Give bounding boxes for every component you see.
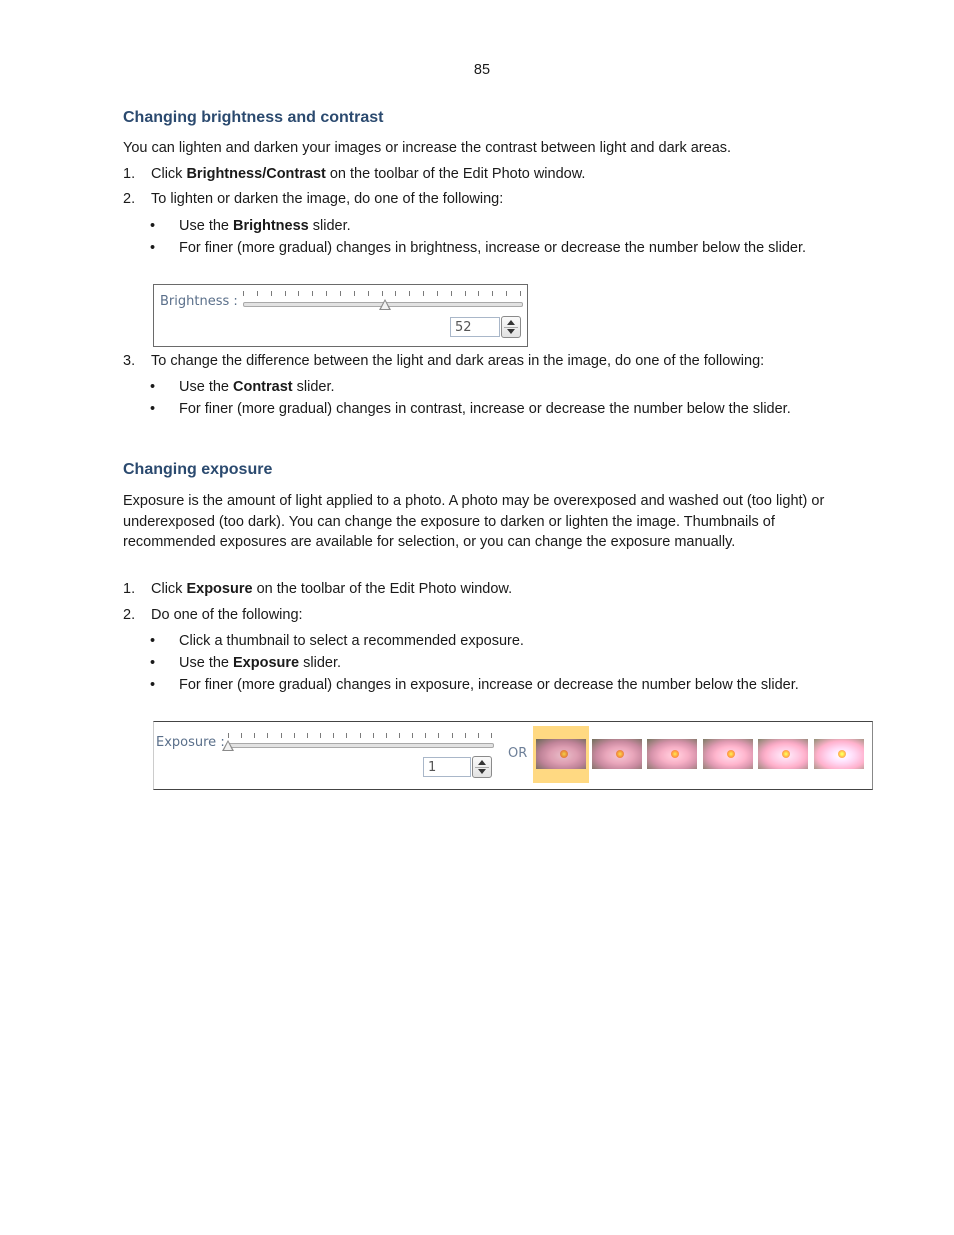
bullet-icon: • xyxy=(150,655,156,671)
list-item: • For finer (more gradual) changes in contrast, increase or decrease the number below the slider. xyxy=(150,399,810,420)
section-heading-exposure: Changing exposure xyxy=(123,461,273,478)
step-text: To lighten or darken the image, do one of the following: xyxy=(151,191,504,207)
spin-up-icon[interactable] xyxy=(507,320,515,325)
slider-tick xyxy=(228,733,229,738)
slider-tick xyxy=(294,733,295,738)
slider-tick xyxy=(438,733,439,738)
exposure-thumbnail[interactable] xyxy=(647,739,697,769)
list-item: • For finer (more gradual) changes in brightness, increase or decrease the number below the slider. xyxy=(150,238,820,259)
exposure-value-input[interactable]: 1 xyxy=(423,757,471,777)
slider-tick xyxy=(298,291,299,296)
brightness-spinner[interactable] xyxy=(501,316,521,338)
bullet-icon: • xyxy=(150,633,156,649)
slider-tick xyxy=(312,291,313,296)
exposure-intro: Exposure is the amount of light applied to a photo. A photo may be overexposed and washed out (too light) or underexposed (too dark). You can change the exposure to darken or lighten the image. Thumbnails of recommended exposures are available for selection, or you can change the exposure manually. xyxy=(123,493,825,550)
slider-tick xyxy=(271,291,272,296)
slider-tick xyxy=(320,733,321,738)
slider-tick xyxy=(395,291,396,296)
step-number: 3. xyxy=(123,353,136,369)
slider-tick xyxy=(243,291,244,296)
slider-tick xyxy=(465,733,466,738)
step-number: 2. xyxy=(123,191,136,207)
slider-tick xyxy=(373,733,374,738)
slider-ticks xyxy=(243,291,521,297)
slider-tick xyxy=(425,733,426,738)
slider-tick xyxy=(382,291,383,296)
slider-tick xyxy=(340,291,341,296)
brightness-slider-thumb[interactable] xyxy=(379,299,391,310)
slider-tick xyxy=(465,291,466,296)
exposure-widget xyxy=(153,721,873,790)
step-number: 1. xyxy=(123,581,136,597)
slider-tick xyxy=(491,733,492,738)
slider-tick xyxy=(478,733,479,738)
slider-tick xyxy=(354,291,355,296)
brightness-label: Brightness : xyxy=(160,294,238,309)
brightness-widget xyxy=(153,284,528,347)
list-item: • For finer (more gradual) changes in exposure, increase or decrease the number below the slider. xyxy=(150,675,815,696)
slider-tick xyxy=(326,291,327,296)
step-text: To change the difference between the light and dark areas in the image, do one of the following: xyxy=(151,353,765,369)
exposure-thumbnail[interactable] xyxy=(703,739,753,769)
slider-tick xyxy=(281,733,282,738)
slider-tick xyxy=(333,733,334,738)
slider-tick xyxy=(307,733,308,738)
slider-tick xyxy=(423,291,424,296)
bullet-icon: • xyxy=(150,379,156,395)
list-item: • Use the Brightness slider. xyxy=(150,216,830,237)
slider-tick xyxy=(409,291,410,296)
page-number: 85 xyxy=(473,62,491,78)
slider-ticks xyxy=(228,733,492,739)
or-label: OR xyxy=(508,746,528,761)
exposure-thumbnail[interactable] xyxy=(758,739,808,769)
spin-up-icon[interactable] xyxy=(478,760,486,765)
slider-tick xyxy=(452,733,453,738)
exposure-thumbnail[interactable] xyxy=(814,739,864,769)
step-text: Click Brightness/Contrast on the toolbar of the Edit Photo window. xyxy=(151,166,586,182)
slider-tick xyxy=(520,291,521,296)
spin-down-icon[interactable] xyxy=(478,769,486,774)
slider-tick xyxy=(254,733,255,738)
slider-tick xyxy=(451,291,452,296)
list-item: • Click a thumbnail to select a recommended exposure. xyxy=(150,631,830,652)
slider-tick xyxy=(437,291,438,296)
slider-tick xyxy=(346,733,347,738)
bullet-icon: • xyxy=(150,401,156,417)
slider-tick xyxy=(257,291,258,296)
spin-down-icon[interactable] xyxy=(507,329,515,334)
slider-tick xyxy=(241,733,242,738)
exposure-slider-track[interactable] xyxy=(228,743,494,748)
slider-tick xyxy=(492,291,493,296)
step-text: Do one of the following: xyxy=(151,607,303,623)
step-number: 2. xyxy=(123,607,136,623)
section-heading-brightness: Changing brightness and contrast xyxy=(123,109,384,126)
slider-tick xyxy=(506,291,507,296)
exposure-label: Exposure : xyxy=(156,735,225,750)
slider-tick xyxy=(386,733,387,738)
bullet-icon: • xyxy=(150,240,156,256)
step-number: 1. xyxy=(123,166,136,182)
exposure-slider-thumb[interactable] xyxy=(222,740,234,751)
exposure-thumbnail[interactable] xyxy=(536,739,586,769)
list-item: • Use the Exposure slider. xyxy=(150,653,830,674)
slider-tick xyxy=(412,733,413,738)
exposure-thumbnail[interactable] xyxy=(592,739,642,769)
bullet-icon: • xyxy=(150,677,156,693)
slider-tick xyxy=(285,291,286,296)
slider-tick xyxy=(399,733,400,738)
bullet-icon: • xyxy=(150,218,156,234)
slider-tick xyxy=(267,733,268,738)
slider-tick xyxy=(360,733,361,738)
brightness-value-input[interactable]: 52 xyxy=(450,317,500,337)
list-item: • Use the Contrast slider. xyxy=(150,377,830,398)
exposure-spinner[interactable] xyxy=(472,756,492,778)
brightness-intro: You can lighten and darken your images or increase the contrast between light and dark areas. xyxy=(123,140,732,156)
slider-tick xyxy=(478,291,479,296)
step-text: Click Exposure on the toolbar of the Edit Photo window. xyxy=(151,581,513,597)
slider-tick xyxy=(368,291,369,296)
